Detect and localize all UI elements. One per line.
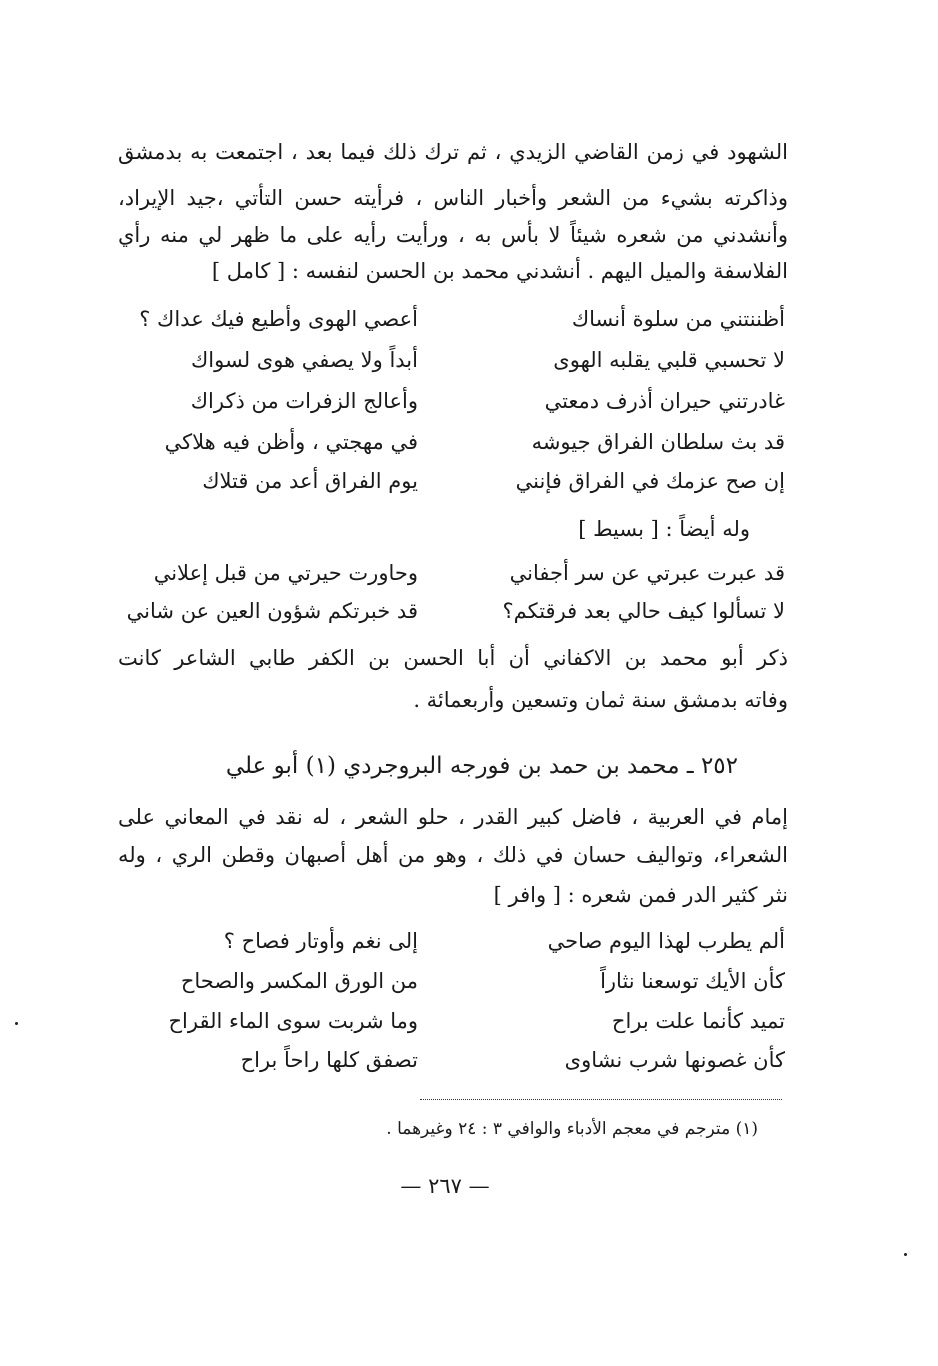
verse-second-hemistich: وحاورت حيرتي من قبل إعلاني bbox=[153, 561, 418, 585]
verse-second-hemistich: تصفق كلها راحاً براح bbox=[240, 1048, 418, 1072]
verse-second-hemistich: في مهجتي ، وأظن فيه هلاكي bbox=[164, 430, 418, 454]
verse-first-hemistich: كأن غصونها شرب نشاوى bbox=[564, 1048, 785, 1072]
prose-line: نثر كثير الدر فمن شعره : [ وافر ] bbox=[493, 883, 788, 907]
entry-heading: ٢٥٢ ـ محمد بن حمد بن فورجه البروجردي (١) أبو علي bbox=[225, 753, 738, 779]
verse-first-hemistich: تميد كأنما علت براح bbox=[611, 1009, 785, 1033]
verse-first-hemistich: ألم يطرب لهذا اليوم صاحي bbox=[547, 929, 785, 953]
scan-speck bbox=[904, 1253, 907, 1256]
prose-line: إمام في العربية ، فاضل كبير القدر ، حلو الشعر ، له نقد في المعاني على bbox=[118, 805, 788, 829]
page-number: — ٢٦٧ — bbox=[400, 1174, 490, 1198]
prose-line: الفلاسفة والميل اليهم . أنشدني محمد بن الحسن لنفسه : [ كامل ] bbox=[211, 259, 788, 283]
verse-first-hemistich: قد بث سلطان الفراق جيوشه bbox=[531, 430, 785, 454]
prose-line: وأنشدني من شعره شيئاً لا بأس به ، ورأيت رأيه على ما ظهر لي منه رأي bbox=[118, 223, 788, 247]
verse-second-hemistich: إلى نغم وأوتار فصاح ؟ bbox=[223, 929, 418, 953]
verse-first-hemistich: أظننتني من سلوة أنساك bbox=[571, 307, 785, 331]
prose-line: الشعراء، وتواليف حسان في ذلك ، وهو من أهل أصبهان وقطن الري ، وله bbox=[118, 843, 788, 867]
prose-line: وفاته بدمشق سنة ثمان وتسعين وأربعمائة . bbox=[413, 688, 788, 712]
verse-first-hemistich: غادرتني حيران أذرف دمعتي bbox=[544, 389, 785, 413]
footnote: (١) مترجم في معجم الأدباء والوافي ٣ : ٢٤ وغيرهما . bbox=[386, 1119, 758, 1139]
verse-second-hemistich: وما شربت سوى الماء القراح bbox=[168, 1009, 418, 1033]
verse-first-hemistich: إن صح عزمك في الفراق فإنني bbox=[515, 469, 785, 493]
verse-second-hemistich: من الورق المكسر والصحاح bbox=[180, 969, 418, 993]
prose-line: الشهود في زمن القاضي الزيدي ، ثم ترك ذلك فيما بعد ، اجتمعت به بدمشق bbox=[118, 140, 788, 164]
footnote-separator bbox=[420, 1099, 782, 1100]
verse-second-hemistich: يوم الفراق أعد من قتلاك bbox=[202, 469, 418, 493]
verse-first-hemistich: كأن الأيك توسعنا نثاراً bbox=[600, 969, 785, 993]
verse-second-hemistich: قد خبرتكم شؤون العين عن شاني bbox=[126, 599, 418, 623]
verse-second-hemistich: وأعالج الزفرات من ذكراك bbox=[190, 389, 418, 413]
verse-first-hemistich: لا تحسبي قلبي يقلبه الهوى bbox=[553, 348, 785, 372]
prose-line: وذاكرته بشيء من الشعر وأخبار الناس ، فرأيته حسن التأتي ،جيد الإيراد، bbox=[118, 186, 788, 210]
scan-speck bbox=[15, 1022, 18, 1025]
verse-first-hemistich: لا تسألوا كيف حالي بعد فرقتكم؟ bbox=[502, 599, 785, 623]
verse-first-hemistich: قد عبرت عبرتي عن سر أجفاني bbox=[509, 561, 785, 585]
verse-second-hemistich: أبداً ولا يصفي هوى لسواك bbox=[190, 348, 418, 372]
verse-second-hemistich: أعصي الهوى وأطيع فيك عداك ؟ bbox=[139, 307, 418, 331]
meter-label: وله أيضاً : [ بسيط ] bbox=[578, 517, 750, 541]
prose-line: ذكر أبو محمد بن الاكفاني أن أبا الحسن بن الكفر طابي الشاعر كانت bbox=[118, 646, 788, 670]
